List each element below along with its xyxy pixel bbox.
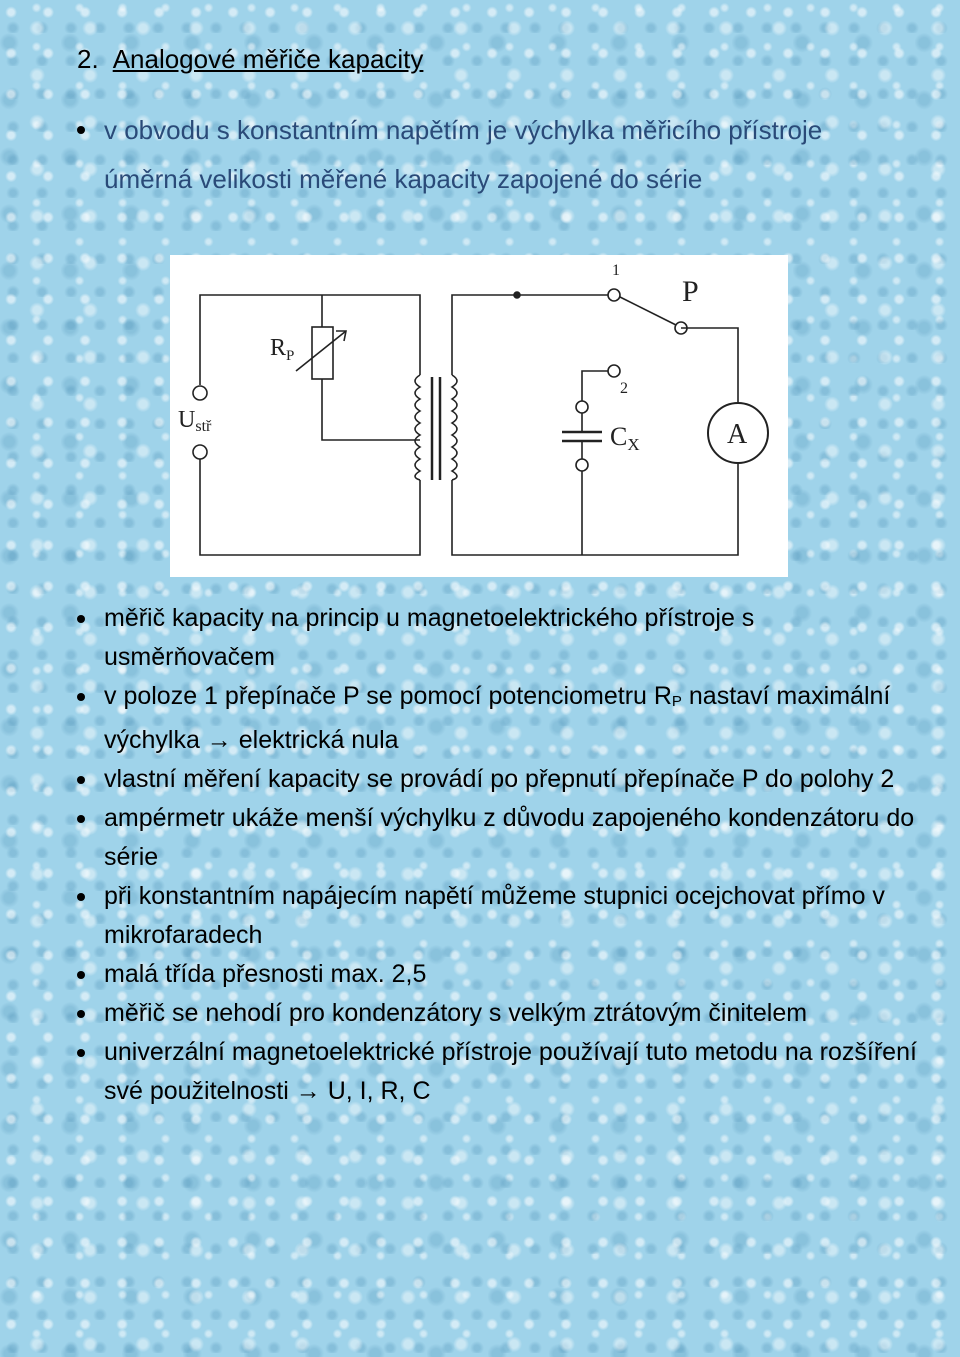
potentiometer-rp [312, 327, 333, 379]
list-item-text: ampérmetr ukáže menší výchylku z důvodu zapojeného kondenzátoru do série [104, 804, 915, 871]
bullet-icon [77, 126, 85, 134]
list-item [77, 760, 917, 799]
switch-lever [620, 297, 676, 325]
label-pos2: 2 [620, 380, 628, 397]
list-item-text: v obvodu s konstantním napětím je výchylka měřicího přístroje úměrná velikosti měřené kapacity zapojené do série [104, 115, 823, 194]
bullet-icon [77, 776, 85, 784]
circuit-diagram [170, 255, 788, 577]
label-switch: P [682, 275, 699, 308]
terminal-u-top [193, 386, 207, 400]
bullet-icon [77, 971, 85, 979]
section-title: Analogové měřiče kapacity [112, 44, 424, 74]
terminal-cx-top [576, 401, 588, 413]
wire-right-top [452, 295, 610, 375]
wire-cx-top [582, 371, 608, 401]
section-number: 2. [77, 44, 99, 74]
label-ammeter: A [727, 419, 748, 450]
list-item-text: malá třída přesnosti max. 2,5 [104, 960, 427, 988]
wire-rp-down [322, 379, 420, 440]
list-item [77, 994, 917, 1033]
label-pos1: 1 [612, 262, 620, 279]
terminal-u-bottom [193, 445, 207, 459]
list-item [77, 877, 917, 955]
label-cx: CX [610, 422, 640, 454]
bullet-icon [77, 1010, 85, 1018]
bullet-icon [77, 1049, 85, 1057]
list-item-text: univerzální magnetoelektrické přístroje používají tuto metodu na rozšíření své použitelnosti → U, I, R, C [104, 1038, 917, 1105]
list-item [77, 955, 917, 994]
wire-right-bottom [452, 460, 738, 555]
bullet-icon [77, 615, 85, 623]
intro-list [77, 106, 877, 204]
list-item [77, 677, 917, 760]
list-item [77, 1033, 917, 1111]
list-item [77, 599, 917, 677]
list-item-text: vlastní měření kapacity se provádí po přepnutí přepínače P do polohy 2 [104, 765, 895, 793]
label-u: Ustř [178, 407, 212, 435]
list-item-text: měřič se nehodí pro kondenzátory s velkým ztrátovým činitelem [104, 999, 808, 1027]
switch-contact-2 [608, 365, 620, 377]
terminal-cx-bottom [576, 459, 588, 471]
bullet-icon [77, 693, 85, 701]
wire-left-top [200, 295, 420, 385]
details-list [77, 599, 917, 1111]
list-item-text: při konstantním napájecím napětí můžeme stupnici ocejchovat přímo v mikrofaradech [104, 882, 885, 949]
section-heading [77, 44, 423, 75]
circuit-svg [170, 255, 788, 577]
switch-contact-1 [608, 289, 620, 301]
wire-switch-to-ammeter [681, 328, 738, 405]
list-item [77, 106, 877, 204]
list-item-text: měřič kapacity na princip u magnetoelektrického přístroje s usměrňovačem [104, 604, 755, 671]
transformer-primary-coil [415, 375, 420, 480]
bullet-icon [77, 893, 85, 901]
list-item [77, 799, 917, 877]
bullet-icon [77, 815, 85, 823]
wire-left-bottom [200, 455, 420, 555]
label-rp: $R_P$ [270, 335, 295, 364]
transformer-secondary-coil [452, 375, 457, 480]
junction-dot [514, 292, 520, 298]
list-item-text: v poloze 1 přepínače P se pomocí potenciometru $R_P$ nastaví maximální výchylka → elektrická nula [104, 682, 891, 754]
